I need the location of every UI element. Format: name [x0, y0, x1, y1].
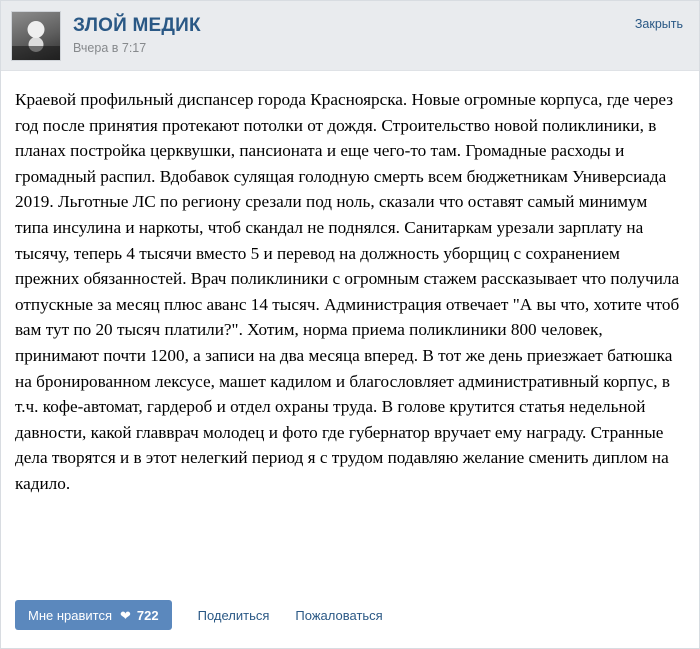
avatar[interactable] — [11, 11, 61, 61]
report-button[interactable]: Пожаловаться — [295, 607, 383, 623]
share-button[interactable]: Поделиться — [197, 607, 270, 623]
like-button-label: Мне нравится — [28, 607, 113, 623]
header-text — [73, 15, 201, 56]
close-button[interactable]: Закрыть — [634, 17, 683, 31]
like-count: 722 — [136, 607, 159, 623]
heart-icon: ❤ — [120, 607, 131, 623]
like-button[interactable] — [15, 600, 172, 630]
avatar-photo-icon — [28, 21, 45, 38]
post-body — [1, 71, 699, 592]
post-timestamp: Вчера в 7:17 — [73, 41, 147, 55]
post-footer — [1, 592, 699, 648]
post-header — [1, 1, 699, 71]
author-name[interactable]: ЗЛОЙ МЕДИК — [73, 15, 201, 36]
avatar-shadow — [12, 46, 60, 60]
post-text: Краевой профильный диспансер города Красноярска. Новые огромные корпуса, где через год после принятия протекают потолки от дождя. Строительство новой поликлиники, в планах постройка церквушки, пансионата и еще чего-то там. Громадные расходы и громадный распил. Вдобавок сулящая голодную смерть всем бюджетникам Универсиада 2019. Льготные ЛС по региону срезали под ноль, сказали что оставят самый минимум типа инсулина и наркоты, чтоб скандал не поднялся. Санитаркам урезали зарплату на тысячу, теперь 4 тысячи вместо 5 и перевод на должность уборщиц с сохранением прежних обязанностей. Врач поликлиники с огромным стажем рассказывает что получила отпускные за месяц плюс аванс 14 тысяч. Администрация отвечает "А вы что, хотите чтоб вам тут по 20 тысяч платили?". Хотим, норма приема поликлиники 800 человек, принимают почти 1200, а записи на два месяца вперед. В тот же день приезжает батюшка на бронированном лексусе, машет кадилом и благословляет административный корпус, в т.ч. кофе-автомат, гардероб и отдел охраны труда. В голове крутится статья недельной давности, какой главврач молодец и фото где губернатор вручает ему награду. Странные дела творятся и в этот нелегкий период я с трудом подавляю желание сменить диплом на кадило. — [15, 90, 680, 493]
